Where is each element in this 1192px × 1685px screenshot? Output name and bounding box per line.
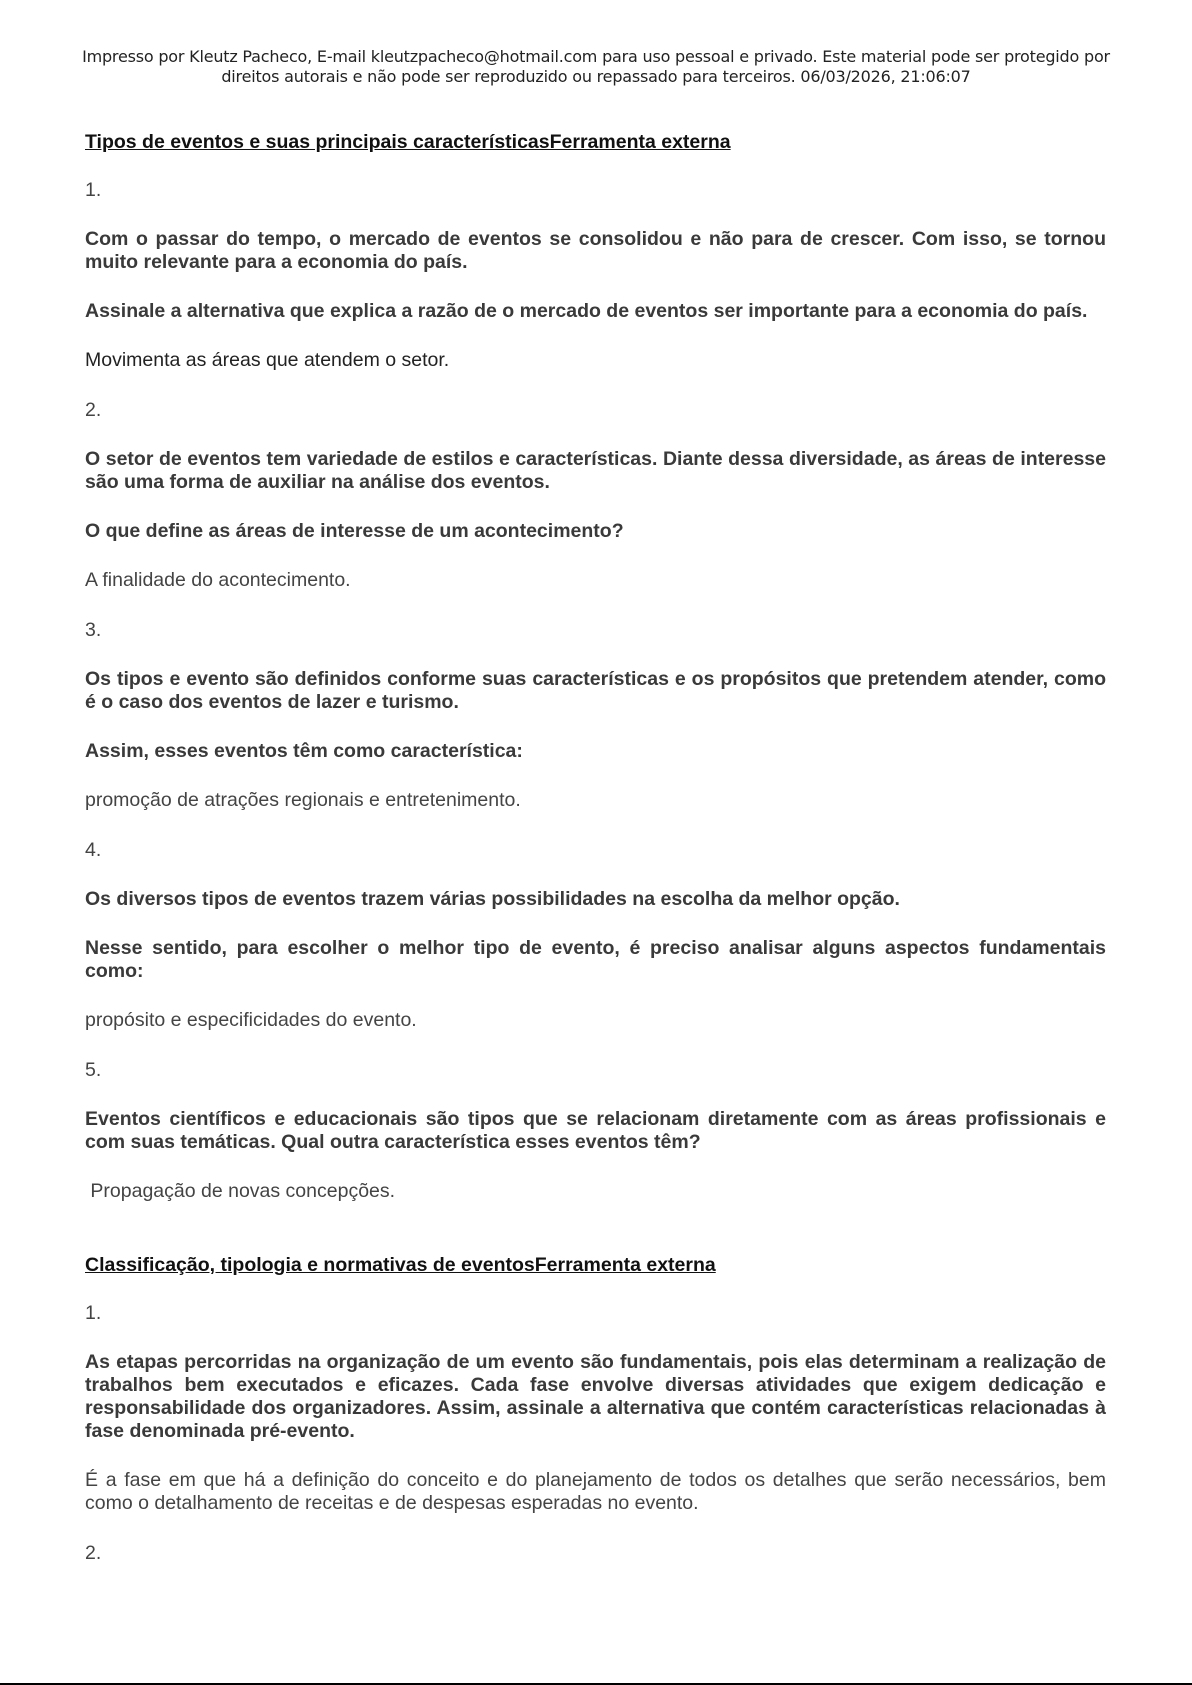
- print-header-line-2: direitos autorais e não pode ser reproduzido ou repassado para terceiros. 06/03/2026, 21:06:07: [221, 67, 971, 86]
- question-text: Os diversos tipos de eventos trazem várias possibilidades na escolha da melhor opção.: [85, 888, 900, 910]
- answer-text: propósito e especificidades do evento.: [85, 1009, 417, 1031]
- question-number: 5.: [85, 1059, 102, 1081]
- question-text: Eventos científicos e educacionais são tipos que se relacionam diretamente com as áreas profissionais e com suas temáticas. Qual outra característica esses eventos têm?: [85, 1108, 1106, 1153]
- question-number: 2.: [85, 399, 102, 421]
- question-prompt: Assim, esses eventos têm como característica:: [85, 740, 523, 762]
- question-text: As etapas percorridas na organização de um evento são fundamentais, pois elas determinam a realização de trabalhos bem executados e eficazes. Cada fase envolve diversas atividades que exigem dedicação e responsabilidade dos organizadores. Assim, assinale a alternativa que contém características relacionadas à fase denominada pré-evento.: [85, 1351, 1106, 1442]
- section-spacer: [85, 1229, 1106, 1253]
- section-tipos-de-eventos: [85, 130, 1106, 1203]
- question-number: 1.: [85, 179, 102, 201]
- print-header-line-1: Impresso por Kleutz Pacheco, E-mail kleutzpacheco@hotmail.com para uso pessoal e privado. Este material pode ser protegido por: [82, 47, 1110, 66]
- print-header: [40, 47, 1152, 87]
- section-classificacao-tipologia: [85, 1253, 1106, 1565]
- question-prompt: O que define as áreas de interesse de um acontecimento?: [85, 520, 624, 542]
- document-content: [85, 130, 1106, 1591]
- answer-text: É a fase em que há a definição do conceito e do planejamento de todos os detalhes que serão necessários, bem como o detalhamento de receitas e de despesas esperadas no evento.: [85, 1469, 1106, 1514]
- question-text: Os tipos e evento são definidos conforme suas características e os propósitos que pretendem atender, como é o caso dos eventos de lazer e turismo.: [85, 668, 1106, 713]
- question-text: O setor de eventos tem variedade de estilos e características. Diante dessa diversidade, as áreas de interesse são uma forma de auxiliar na análise dos eventos.: [85, 448, 1106, 493]
- question-prompt: Assinale a alternativa que explica a razão de o mercado de eventos ser importante para a economia do país.: [85, 300, 1088, 322]
- question-number: 3.: [85, 619, 102, 641]
- section-title[interactable]: Tipos de eventos e suas principais característicasFerramenta externa: [85, 131, 731, 153]
- answer-text: A finalidade do acontecimento.: [85, 569, 351, 591]
- answer-text: Propagação de novas concepções.: [85, 1180, 396, 1202]
- question-number: 1.: [85, 1302, 102, 1324]
- question-text: Com o passar do tempo, o mercado de eventos se consolidou e não para de crescer. Com isso, se tornou muito relevante para a economia do país.: [85, 228, 1106, 273]
- question-number: 2.: [85, 1542, 102, 1564]
- answer-text: promoção de atrações regionais e entretenimento.: [85, 789, 521, 811]
- section-title[interactable]: Classificação, tipologia e normativas de eventosFerramenta externa: [85, 1254, 716, 1276]
- question-prompt: Nesse sentido, para escolher o melhor tipo de evento, é preciso analisar alguns aspectos fundamentais como:: [85, 937, 1106, 982]
- answer-text: Movimenta as áreas que atendem o setor.: [85, 349, 450, 371]
- question-number: 4.: [85, 839, 102, 861]
